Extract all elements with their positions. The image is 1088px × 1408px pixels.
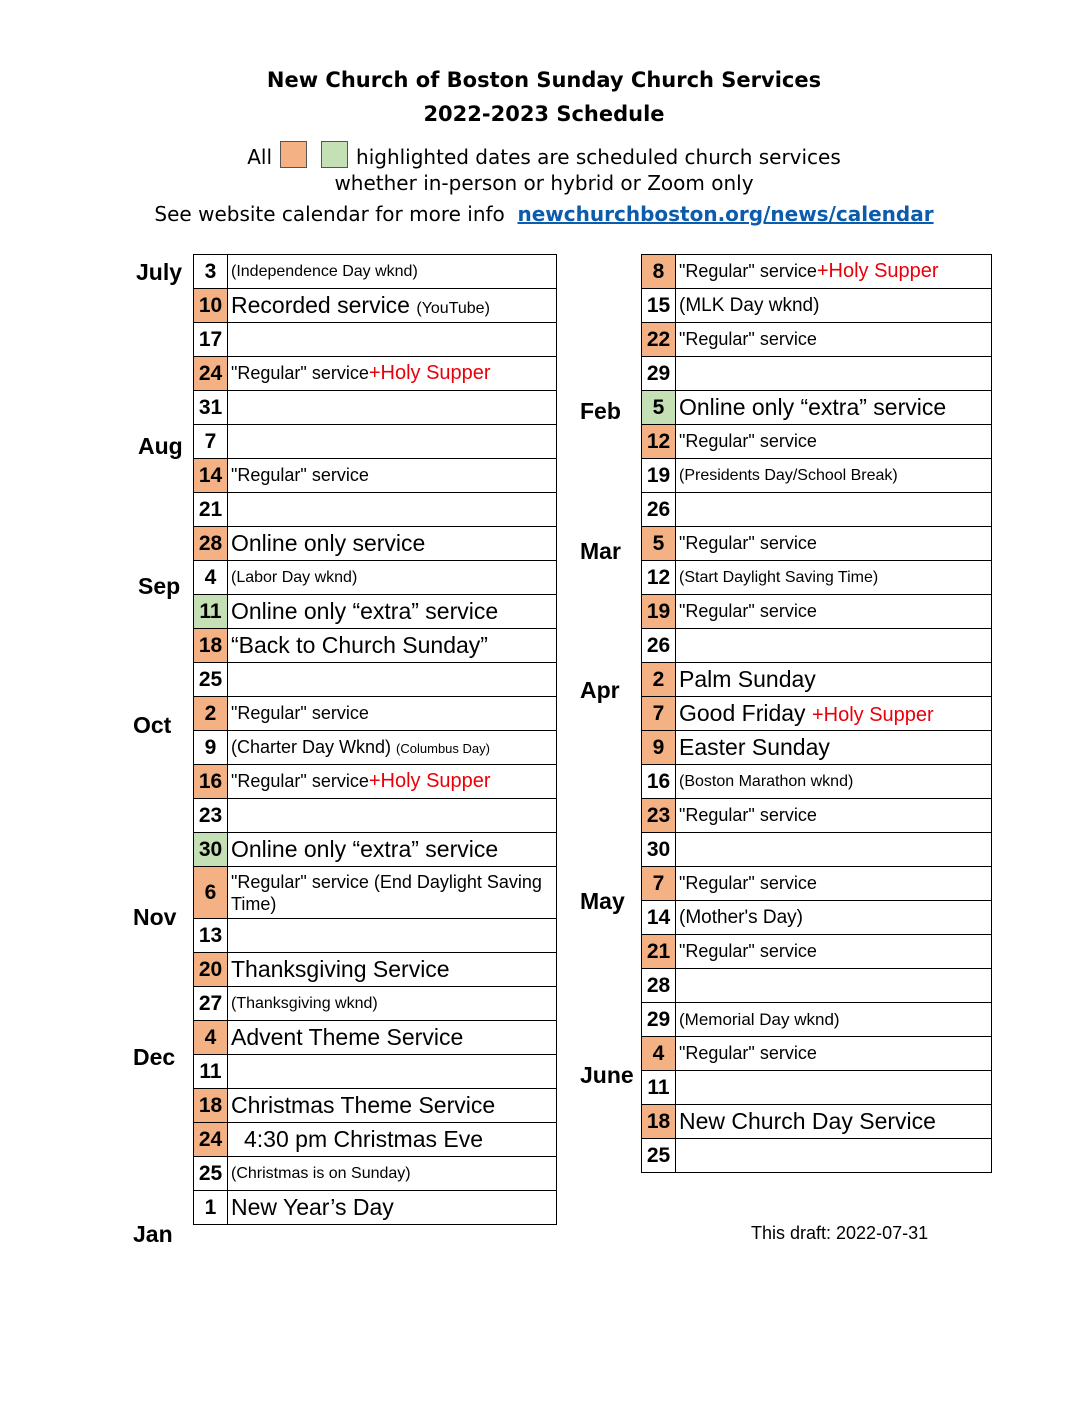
table-row bbox=[642, 833, 992, 867]
service-cell bbox=[228, 493, 557, 527]
table-row bbox=[194, 919, 557, 953]
service-cell: (Thanksgiving wknd) bbox=[228, 987, 557, 1021]
table-row bbox=[642, 561, 992, 595]
service-cell bbox=[676, 1071, 992, 1105]
date-cell: 28 bbox=[194, 527, 228, 561]
date-cell: 21 bbox=[194, 493, 228, 527]
service-cell bbox=[228, 289, 557, 323]
date-cell: 30 bbox=[194, 833, 228, 867]
table-row bbox=[642, 663, 992, 697]
table-row bbox=[642, 935, 992, 969]
date-cell: 24 bbox=[194, 357, 228, 391]
date-cell: 16 bbox=[194, 765, 228, 799]
date-cell: 7 bbox=[194, 425, 228, 459]
date-cell: 23 bbox=[642, 799, 676, 833]
table-row bbox=[642, 697, 992, 731]
service-cell bbox=[676, 493, 992, 527]
table-row bbox=[194, 1021, 557, 1055]
table-row bbox=[642, 629, 992, 663]
table-row bbox=[642, 731, 992, 765]
date-cell: 22 bbox=[642, 323, 676, 357]
legend-suffix: highlighted dates are scheduled church services bbox=[356, 145, 841, 169]
date-cell: 25 bbox=[642, 1139, 676, 1173]
date-cell: 11 bbox=[194, 1055, 228, 1089]
date-cell: 8 bbox=[642, 255, 676, 289]
date-cell: 17 bbox=[194, 323, 228, 357]
legend-prefix: All bbox=[247, 145, 273, 169]
table-row bbox=[642, 1003, 992, 1037]
schedule-table-right bbox=[641, 254, 992, 1173]
date-cell: 2 bbox=[642, 663, 676, 697]
service-cell bbox=[676, 697, 992, 731]
green-swatch-icon bbox=[321, 141, 348, 168]
date-cell: 29 bbox=[642, 1003, 676, 1037]
table-row bbox=[194, 459, 557, 493]
service-cell: (Independence Day wknd) bbox=[228, 255, 557, 289]
service-cell bbox=[228, 1055, 557, 1089]
service-cell: (MLK Day wknd) bbox=[676, 289, 992, 323]
month-label-mar: Mar bbox=[580, 538, 621, 564]
table-row bbox=[642, 357, 992, 391]
date-cell: 18 bbox=[194, 1089, 228, 1123]
service-cell: Online only “extra” service bbox=[228, 833, 557, 867]
service-text: Good Friday bbox=[679, 700, 806, 726]
website-note bbox=[0, 202, 1088, 226]
table-row bbox=[194, 663, 557, 697]
table-row bbox=[194, 391, 557, 425]
date-cell: 18 bbox=[642, 1105, 676, 1139]
date-cell: 25 bbox=[194, 663, 228, 697]
date-cell: 15 bbox=[642, 289, 676, 323]
service-cell: 4:30 pm Christmas Eve bbox=[228, 1123, 557, 1157]
month-label-june: June bbox=[580, 1062, 634, 1088]
service-cell bbox=[228, 391, 557, 425]
table-row bbox=[642, 391, 992, 425]
date-cell: 12 bbox=[642, 561, 676, 595]
table-row bbox=[194, 561, 557, 595]
table-row bbox=[642, 255, 992, 289]
service-cell: Online only service bbox=[228, 527, 557, 561]
service-cell bbox=[228, 799, 557, 833]
table-row bbox=[194, 833, 557, 867]
table-row bbox=[194, 629, 557, 663]
orange-swatch-icon bbox=[280, 141, 307, 168]
service-cell: "Regular" service bbox=[228, 459, 557, 493]
date-cell: 9 bbox=[194, 731, 228, 765]
service-cell: (Mother's Day) bbox=[676, 901, 992, 935]
service-cell: “Back to Church Sunday” bbox=[228, 629, 557, 663]
service-cell bbox=[676, 255, 992, 289]
date-cell: 26 bbox=[642, 493, 676, 527]
table-row bbox=[194, 953, 557, 987]
date-cell: 24 bbox=[194, 1123, 228, 1157]
service-cell: Online only “extra” service bbox=[228, 595, 557, 629]
date-cell: 11 bbox=[642, 1071, 676, 1105]
table-row bbox=[194, 697, 557, 731]
date-cell: 29 bbox=[642, 357, 676, 391]
date-cell: 18 bbox=[194, 629, 228, 663]
holy-supper-note: +Holy Supper bbox=[816, 260, 939, 282]
date-cell: 31 bbox=[194, 391, 228, 425]
service-cell: "Regular" service bbox=[676, 1037, 992, 1071]
service-cell: (Presidents Day/School Break) bbox=[676, 459, 992, 493]
date-cell: 27 bbox=[194, 987, 228, 1021]
date-cell: 6 bbox=[194, 867, 228, 919]
page-title: New Church of Boston Sunday Church Services bbox=[266, 68, 822, 92]
service-cell bbox=[228, 731, 557, 765]
month-label-jan: Jan bbox=[133, 1221, 173, 1247]
table-row bbox=[642, 901, 992, 935]
service-note: (YouTube) bbox=[416, 300, 490, 317]
table-row bbox=[194, 867, 557, 919]
table-row bbox=[194, 289, 557, 323]
table-row bbox=[642, 1037, 992, 1071]
month-label-aug: Aug bbox=[138, 433, 183, 459]
service-cell bbox=[676, 629, 992, 663]
date-cell: 5 bbox=[642, 391, 676, 425]
service-cell bbox=[676, 357, 992, 391]
date-cell: 26 bbox=[642, 629, 676, 663]
table-row bbox=[194, 357, 557, 391]
table-row bbox=[194, 527, 557, 561]
table-row bbox=[642, 425, 992, 459]
legend-line bbox=[0, 141, 1088, 169]
date-cell: 4 bbox=[642, 1037, 676, 1071]
table-row bbox=[194, 1055, 557, 1089]
service-cell bbox=[228, 425, 557, 459]
table-row bbox=[194, 323, 557, 357]
service-text: "Regular" service bbox=[231, 771, 369, 791]
service-cell: (Memorial Day wknd) bbox=[676, 1003, 992, 1037]
draft-date: This draft: 2022-07-31 bbox=[751, 1223, 929, 1243]
service-cell bbox=[228, 765, 557, 799]
table-row bbox=[642, 867, 992, 901]
date-cell: 25 bbox=[194, 1157, 228, 1191]
table-row bbox=[642, 323, 992, 357]
table-row bbox=[642, 595, 992, 629]
date-cell: 12 bbox=[642, 425, 676, 459]
service-text: Recorded service bbox=[231, 292, 410, 318]
service-cell: Advent Theme Service bbox=[228, 1021, 557, 1055]
table-row bbox=[194, 1157, 557, 1191]
holy-supper-note: +Holy Supper bbox=[368, 770, 491, 792]
date-cell: 14 bbox=[194, 459, 228, 493]
service-cell: (Christmas is on Sunday) bbox=[228, 1157, 557, 1191]
table-row bbox=[642, 527, 992, 561]
month-label-may: May bbox=[580, 888, 625, 914]
service-cell bbox=[676, 1139, 992, 1173]
service-cell: Palm Sunday bbox=[676, 663, 992, 697]
service-cell: New Church Day Service bbox=[676, 1105, 992, 1139]
date-cell: 3 bbox=[194, 255, 228, 289]
table-row bbox=[194, 1123, 557, 1157]
table-row bbox=[194, 799, 557, 833]
table-row bbox=[194, 425, 557, 459]
date-cell: 4 bbox=[194, 561, 228, 595]
page-subtitle: 2022-2023 Schedule bbox=[423, 102, 665, 126]
date-cell: 1 bbox=[194, 1191, 228, 1225]
service-cell: "Regular" service bbox=[676, 935, 992, 969]
format-note: whether in-person or hybrid or Zoom only bbox=[334, 171, 754, 195]
date-cell: 16 bbox=[642, 765, 676, 799]
table-row bbox=[194, 255, 557, 289]
table-row bbox=[642, 493, 992, 527]
table-row bbox=[194, 1089, 557, 1123]
table-row bbox=[194, 493, 557, 527]
service-cell: Christmas Theme Service bbox=[228, 1089, 557, 1123]
date-cell: 28 bbox=[642, 969, 676, 1003]
month-label-july: July bbox=[136, 259, 183, 285]
month-label-feb: Feb bbox=[580, 398, 621, 424]
service-cell bbox=[228, 919, 557, 953]
date-cell: 2 bbox=[194, 697, 228, 731]
service-cell: "Regular" service (End Daylight Saving Time) bbox=[228, 867, 557, 919]
service-cell: (Start Daylight Saving Time) bbox=[676, 561, 992, 595]
date-cell: 5 bbox=[642, 527, 676, 561]
table-row bbox=[194, 987, 557, 1021]
date-cell: 19 bbox=[642, 459, 676, 493]
date-cell: 7 bbox=[642, 867, 676, 901]
table-row bbox=[642, 1071, 992, 1105]
service-cell: "Regular" service bbox=[676, 323, 992, 357]
service-cell: "Regular" service bbox=[676, 595, 992, 629]
date-cell: 9 bbox=[642, 731, 676, 765]
table-row bbox=[194, 731, 557, 765]
table-row bbox=[642, 969, 992, 1003]
date-cell: 30 bbox=[642, 833, 676, 867]
table-row bbox=[642, 1105, 992, 1139]
service-cell bbox=[676, 833, 992, 867]
date-cell: 13 bbox=[194, 919, 228, 953]
service-cell: New Year’s Day bbox=[228, 1191, 557, 1225]
holy-supper-note: +Holy Supper bbox=[811, 704, 934, 726]
service-cell: "Regular" service bbox=[228, 697, 557, 731]
table-row bbox=[642, 459, 992, 493]
website-note-prefix: See website calendar for more info bbox=[154, 202, 505, 226]
month-label-nov: Nov bbox=[133, 904, 177, 930]
service-cell bbox=[676, 969, 992, 1003]
calendar-link[interactable]: newchurchboston.org/news/calendar bbox=[517, 202, 934, 226]
month-label-oct: Oct bbox=[133, 712, 172, 738]
service-cell: (Boston Marathon wknd) bbox=[676, 765, 992, 799]
month-label-sep: Sep bbox=[138, 573, 181, 599]
service-text: (Charter Day Wknd) bbox=[231, 737, 392, 757]
service-text: "Regular" service bbox=[231, 363, 369, 383]
date-cell: 4 bbox=[194, 1021, 228, 1055]
date-cell: 19 bbox=[642, 595, 676, 629]
service-text: "Regular" service bbox=[679, 261, 817, 281]
month-label-dec: Dec bbox=[133, 1044, 176, 1070]
service-cell bbox=[228, 663, 557, 697]
month-label-apr: Apr bbox=[580, 677, 620, 703]
table-row bbox=[194, 765, 557, 799]
service-cell: Online only “extra” service bbox=[676, 391, 992, 425]
service-cell: Thanksgiving Service bbox=[228, 953, 557, 987]
service-cell bbox=[228, 323, 557, 357]
date-cell: 23 bbox=[194, 799, 228, 833]
service-cell: Easter Sunday bbox=[676, 731, 992, 765]
service-cell: "Regular" service bbox=[676, 867, 992, 901]
date-cell: 7 bbox=[642, 697, 676, 731]
date-cell: 11 bbox=[194, 595, 228, 629]
table-row bbox=[642, 289, 992, 323]
service-cell bbox=[228, 357, 557, 391]
schedule-table-left bbox=[193, 254, 557, 1225]
service-cell: "Regular" service bbox=[676, 425, 992, 459]
service-cell: "Regular" service bbox=[676, 527, 992, 561]
date-cell: 10 bbox=[194, 289, 228, 323]
service-note: (Columbus Day) bbox=[396, 741, 490, 756]
table-row bbox=[642, 1139, 992, 1173]
date-cell: 14 bbox=[642, 901, 676, 935]
holy-supper-note: +Holy Supper bbox=[368, 362, 491, 384]
service-cell: "Regular" service bbox=[676, 799, 992, 833]
table-row bbox=[642, 765, 992, 799]
table-row bbox=[642, 799, 992, 833]
table-row bbox=[194, 1191, 557, 1225]
table-row bbox=[194, 595, 557, 629]
date-cell: 20 bbox=[194, 953, 228, 987]
date-cell: 21 bbox=[642, 935, 676, 969]
service-cell: (Labor Day wknd) bbox=[228, 561, 557, 595]
